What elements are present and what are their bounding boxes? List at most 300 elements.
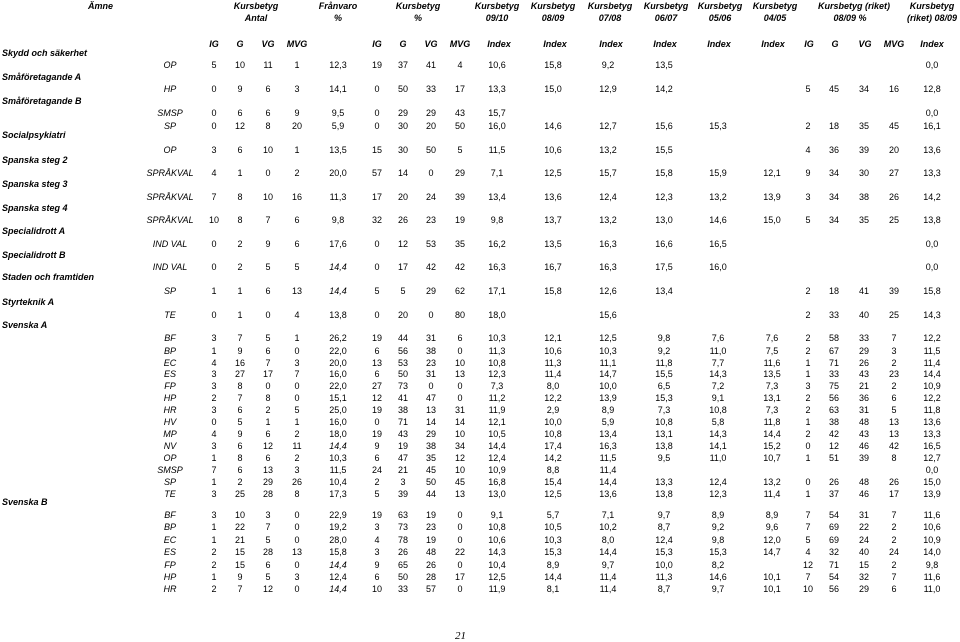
table-cell: 53 [425,239,437,249]
table-cell: 5 [265,535,271,545]
table-cell: 7 [891,510,897,520]
table-cell: 41 [425,60,437,70]
table-cell: 4 [805,145,811,155]
table-cell: 10 [454,429,466,439]
table-cell: 11,4 [923,358,941,368]
table-cell: 2 [891,560,897,570]
table-cell: 5 [374,286,380,296]
table-cell: 47 [397,453,409,463]
table-cell: 0 [294,510,300,520]
header-label: (riket) 08/09 [906,13,958,23]
table-cell: 10 [454,465,466,475]
subheader-label: Index [599,39,623,49]
table-cell: 54 [828,510,840,520]
table-cell: 4 [211,168,217,178]
table-cell: 2 [211,560,217,570]
table-cell: 11 [263,60,273,70]
table-cell: 26 [397,547,409,557]
table-cell: 9,6 [765,522,779,532]
table-cell: 7 [237,393,243,403]
table-cell: 9 [237,346,243,356]
table-cell: 65 [397,560,409,570]
subheader-label: G [236,39,244,49]
table-cell: 5 [294,262,300,272]
table-cell: 4 [374,535,380,545]
table-cell: 0 [457,381,463,391]
table-cell: 16,3 [599,441,617,451]
table-cell: 14,2 [923,192,941,202]
table-cell: 11,4 [763,489,781,499]
table-cell: 31 [858,510,870,520]
table-cell: 22,0 [329,381,347,391]
table-cell: 27 [234,369,246,379]
table-cell: 1 [211,522,217,532]
page-number: 21 [455,630,466,642]
section-title: Socialpsykiatri [2,130,66,140]
table-cell: 5,7 [546,510,560,520]
table-cell: 20,0 [329,168,347,178]
table-cell: 10 [371,584,383,594]
table-cell: 13,6 [544,192,562,202]
table-cell: 13,2 [763,477,781,487]
table-cell: 15,6 [655,121,673,131]
table-cell: 2,9 [546,405,560,415]
table-cell: 6 [374,453,380,463]
table-cell: 0 [294,522,300,532]
table-cell: 10,8 [488,358,506,368]
row-code: HP [163,572,177,582]
table-cell: 34 [828,192,840,202]
table-cell: 11,0 [709,453,727,463]
table-cell: 28,0 [329,535,347,545]
table-cell: 26,2 [329,333,347,343]
table-cell: 38 [858,192,870,202]
table-cell: 1 [805,489,811,499]
table-cell: 19 [371,429,383,439]
subheader-label: G [399,39,407,49]
table-cell: 0 [457,584,463,594]
table-cell: 13 [454,369,466,379]
table-cell: 12,7 [599,121,617,131]
table-cell: 29 [425,429,437,439]
row-code: ES [163,547,177,557]
table-cell: 33 [858,333,870,343]
table-cell: 0 [374,262,380,272]
table-cell: 45 [454,477,466,487]
table-cell: 8,8 [546,465,560,475]
subheader-label: Index [761,39,785,49]
table-cell: 8,1 [546,584,560,594]
table-cell: 33 [828,310,840,320]
table-cell: 31 [425,333,437,343]
table-cell: 11,4 [599,465,617,475]
table-cell: 10,6 [488,535,506,545]
table-cell: 15,9 [709,168,727,178]
table-cell: 13,6 [599,489,617,499]
table-cell: 2 [891,535,897,545]
table-cell: 17 [397,262,409,272]
row-code: TE [164,489,176,499]
table-cell: 35 [858,215,870,225]
table-cell: 45 [425,465,437,475]
table-cell: 10,9 [923,381,941,391]
table-cell: 24 [858,535,870,545]
table-cell: 43 [397,429,409,439]
table-cell: 6 [265,108,271,118]
table-cell: 10,6 [544,346,562,356]
row-code: OP [163,145,177,155]
table-cell: 10 [208,215,220,225]
table-cell: 29 [425,286,437,296]
table-cell: 2 [891,358,897,368]
table-cell: 12 [802,560,814,570]
table-cell: 8,7 [657,584,671,594]
table-cell: 5 [400,286,406,296]
table-cell: 12,4 [329,572,347,582]
table-cell: 5 [211,60,217,70]
table-cell: 2 [891,381,897,391]
table-cell: 50 [425,477,437,487]
table-cell: 0 [265,381,271,391]
table-cell: 75 [828,381,840,391]
table-cell: 10 [262,145,274,155]
table-cell: 6 [265,346,271,356]
table-cell: 14,7 [763,547,781,557]
table-cell: 15 [234,560,246,570]
header-label: 09/10 [485,13,509,23]
table-cell: 41 [397,393,409,403]
table-cell: 12 [262,584,274,594]
header-label: 07/08 [598,13,622,23]
table-cell: 32 [828,547,840,557]
table-cell: 13 [888,417,900,427]
table-cell: 26 [888,477,900,487]
section-title: Spanska steg 3 [2,179,68,189]
table-cell: 9,1 [490,510,504,520]
header-label: Antal [244,13,268,23]
table-cell: 13 [291,286,303,296]
table-cell: 11,6 [923,572,941,582]
table-cell: 19 [454,215,466,225]
table-cell: 6 [374,369,380,379]
row-code: HR [163,584,177,594]
table-cell: 12 [234,121,246,131]
section-title: Svenska B [2,497,48,507]
table-cell: 13,9 [923,489,941,499]
table-cell: 5 [374,489,380,499]
table-cell: 6 [237,108,243,118]
table-cell: 16 [234,358,246,368]
table-cell: 2 [211,547,217,557]
table-cell: 15,7 [599,168,617,178]
row-code: SPRÅKVAL [146,215,194,225]
table-cell: 14,4 [599,547,617,557]
table-cell: 10,0 [599,381,617,391]
table-cell: 0 [294,584,300,594]
table-cell: 13,5 [544,239,562,249]
table-cell: 19 [425,535,437,545]
section-title: Spanska steg 4 [2,203,68,213]
table-cell: 9,2 [711,522,725,532]
table-cell: 11,4 [599,572,617,582]
table-cell: 43 [454,108,466,118]
row-code: HV [163,417,177,427]
table-cell: 9,7 [711,584,725,594]
table-cell: 1 [211,535,217,545]
header-label: % [333,13,343,23]
table-cell: 25 [234,489,246,499]
table-cell: 30 [397,145,409,155]
table-cell: 0,0 [925,465,939,475]
table-cell: 17,6 [329,239,347,249]
table-cell: 13,8 [655,441,673,451]
table-cell: 19 [371,405,383,415]
table-cell: 9,8 [657,333,671,343]
table-cell: 13,8 [655,489,673,499]
table-cell: 15,0 [763,215,781,225]
table-cell: 0 [265,310,271,320]
table-cell: 14,0 [923,547,941,557]
table-cell: 6 [237,145,243,155]
table-cell: 0 [294,535,300,545]
table-cell: 29 [454,168,466,178]
table-cell: 0,0 [925,60,939,70]
subheader-label: Index [653,39,677,49]
table-cell: 26 [828,477,840,487]
table-cell: 10,8 [709,405,727,415]
table-cell: 10 [262,192,274,202]
table-cell: 1 [294,60,300,70]
table-cell: 16,3 [599,239,617,249]
table-cell: 13,8 [923,215,941,225]
table-cell: 7 [805,510,811,520]
table-cell: 7,2 [711,381,725,391]
section-title: Småföretagande A [2,72,82,82]
table-cell: 29 [262,477,274,487]
table-cell: 15,3 [709,547,727,557]
header-label: 05/06 [708,13,732,23]
table-cell: 13,7 [544,215,562,225]
table-cell: 15,3 [655,547,673,557]
row-code: SMSP [157,465,183,475]
table-cell: 20 [291,121,303,131]
table-cell: 10,6 [488,60,506,70]
subheader-label: VG [424,39,438,49]
section-title: Svenska A [2,320,48,330]
table-cell: 19 [397,441,409,451]
table-cell: 0 [374,239,380,249]
table-cell: 41 [858,286,870,296]
table-cell: 22 [454,547,466,557]
table-cell: 38 [828,417,840,427]
header-label: 08/09 % [833,13,867,23]
row-code: IND VAL [152,239,188,249]
table-cell: 11,3 [544,358,562,368]
table-cell: 14 [454,417,466,427]
table-cell: 29 [858,346,870,356]
table-cell: 13,3 [923,429,941,439]
table-cell: 71 [397,417,409,427]
table-cell: 9,2 [601,60,615,70]
table-cell: 11,6 [923,510,941,520]
table-cell: 15,6 [599,310,617,320]
row-code: HP [163,393,177,403]
table-cell: 33 [828,369,840,379]
table-cell: 7 [211,465,217,475]
table-cell: 4 [211,429,217,439]
table-cell: 1 [211,453,217,463]
row-code: SPRÅKVAL [146,168,194,178]
table-cell: 14,2 [544,453,562,463]
table-cell: 50 [397,84,409,94]
table-cell: 14,4 [544,572,562,582]
table-cell: 3 [891,346,897,356]
table-cell: 10,0 [655,560,673,570]
table-cell: 7,3 [657,405,671,415]
table-cell: 39 [397,489,409,499]
row-code: MP [163,429,177,439]
table-cell: 22,0 [329,346,347,356]
table-cell: 0,0 [925,262,939,272]
table-cell: 28 [262,489,274,499]
table-cell: 13 [425,405,437,415]
table-cell: 7,6 [711,333,725,343]
table-cell: 9,7 [601,560,615,570]
table-cell: 14,7 [599,369,617,379]
table-cell: 20 [425,121,437,131]
table-cell: 0 [211,108,217,118]
table-cell: 26 [291,477,303,487]
table-cell: 37 [828,489,840,499]
table-cell: 13,2 [709,192,727,202]
table-cell: 3 [211,510,217,520]
subheader-label: IG [209,39,219,49]
table-cell: 18,0 [329,429,347,439]
row-code: SMSP [157,108,183,118]
table-cell: 30 [397,121,409,131]
table-cell: 12,5 [599,333,617,343]
table-cell: 10,4 [329,477,347,487]
table-cell: 0 [294,560,300,570]
table-cell: 8 [237,453,243,463]
table-cell: 27 [888,168,900,178]
table-cell: 25 [888,215,900,225]
table-cell: 33 [397,584,409,594]
table-cell: 12,5 [488,572,506,582]
table-cell: 11,9 [488,584,506,594]
subheader-label: VG [858,39,872,49]
row-code: HP [163,84,177,94]
table-cell: 9 [374,560,380,570]
table-cell: 3 [211,145,217,155]
table-cell: 12,1 [544,333,562,343]
row-code: ES [163,369,177,379]
table-cell: 15,4 [544,477,562,487]
table-cell: 6 [265,84,271,94]
table-cell: 50 [454,121,466,131]
table-cell: 13,9 [763,192,781,202]
table-cell: 11,8 [655,358,673,368]
table-cell: 9 [265,239,271,249]
table-cell: 43 [858,429,870,439]
table-cell: 13,2 [599,145,617,155]
table-cell: 2 [237,262,243,272]
table-cell: 7,1 [601,510,615,520]
table-cell: 35 [858,121,870,131]
table-cell: 8,2 [711,560,725,570]
table-cell: 27 [371,381,383,391]
table-cell: 13,5 [655,60,673,70]
table-cell: 5 [265,572,271,582]
table-cell: 37 [397,60,409,70]
table-cell: 9 [374,441,380,451]
table-cell: 15,8 [544,286,562,296]
table-cell: 18,0 [488,310,506,320]
table-cell: 5 [891,405,897,415]
table-cell: 5 [237,417,243,427]
table-cell: 12,5 [544,489,562,499]
table-cell: 25,0 [329,405,347,415]
table-cell: 2 [294,453,300,463]
table-cell: 4 [294,310,300,320]
table-cell: 23 [425,522,437,532]
table-cell: 40 [858,547,870,557]
table-cell: 14,3 [923,310,941,320]
table-cell: 5 [265,333,271,343]
table-cell: 13,6 [923,145,941,155]
table-cell: 14,3 [709,429,727,439]
table-cell: 16,7 [544,262,562,272]
table-cell: 6 [891,393,897,403]
table-cell: 10,1 [763,584,781,594]
table-cell: 2 [374,477,380,487]
table-cell: 6 [374,346,380,356]
table-cell: 14,4 [329,441,347,451]
table-cell: 19 [371,60,383,70]
subheader-label: Index [543,39,567,49]
table-cell: 11,6 [763,358,781,368]
table-cell: 12,3 [709,489,727,499]
table-cell: 8,7 [657,522,671,532]
table-cell: 11,5 [599,453,617,463]
table-cell: 14,4 [599,477,617,487]
table-cell: 13 [454,489,466,499]
table-cell: 3 [211,381,217,391]
table-cell: 5 [805,535,811,545]
row-code: FP [164,560,176,570]
table-cell: 8 [237,192,243,202]
table-cell: 10,2 [599,522,617,532]
table-cell: 1 [211,346,217,356]
header-label: Kursbetyg [909,1,955,11]
table-cell: 0 [211,310,217,320]
table-cell: 24 [888,547,900,557]
table-cell: 9,8 [490,215,504,225]
section-title: Specialidrott A [2,226,66,236]
table-cell: 19,2 [329,522,347,532]
table-cell: 9,5 [331,108,345,118]
table-cell: 11,1 [599,358,617,368]
table-cell: 14,4 [923,369,941,379]
table-cell: 13 [888,429,900,439]
table-cell: 21 [397,465,409,475]
row-code: SP [163,121,177,131]
table-cell: 12,3 [488,369,506,379]
table-cell: 2 [211,584,217,594]
section-title: Specialidrott B [2,250,66,260]
table-cell: 15,0 [923,477,941,487]
table-cell: 63 [397,510,409,520]
